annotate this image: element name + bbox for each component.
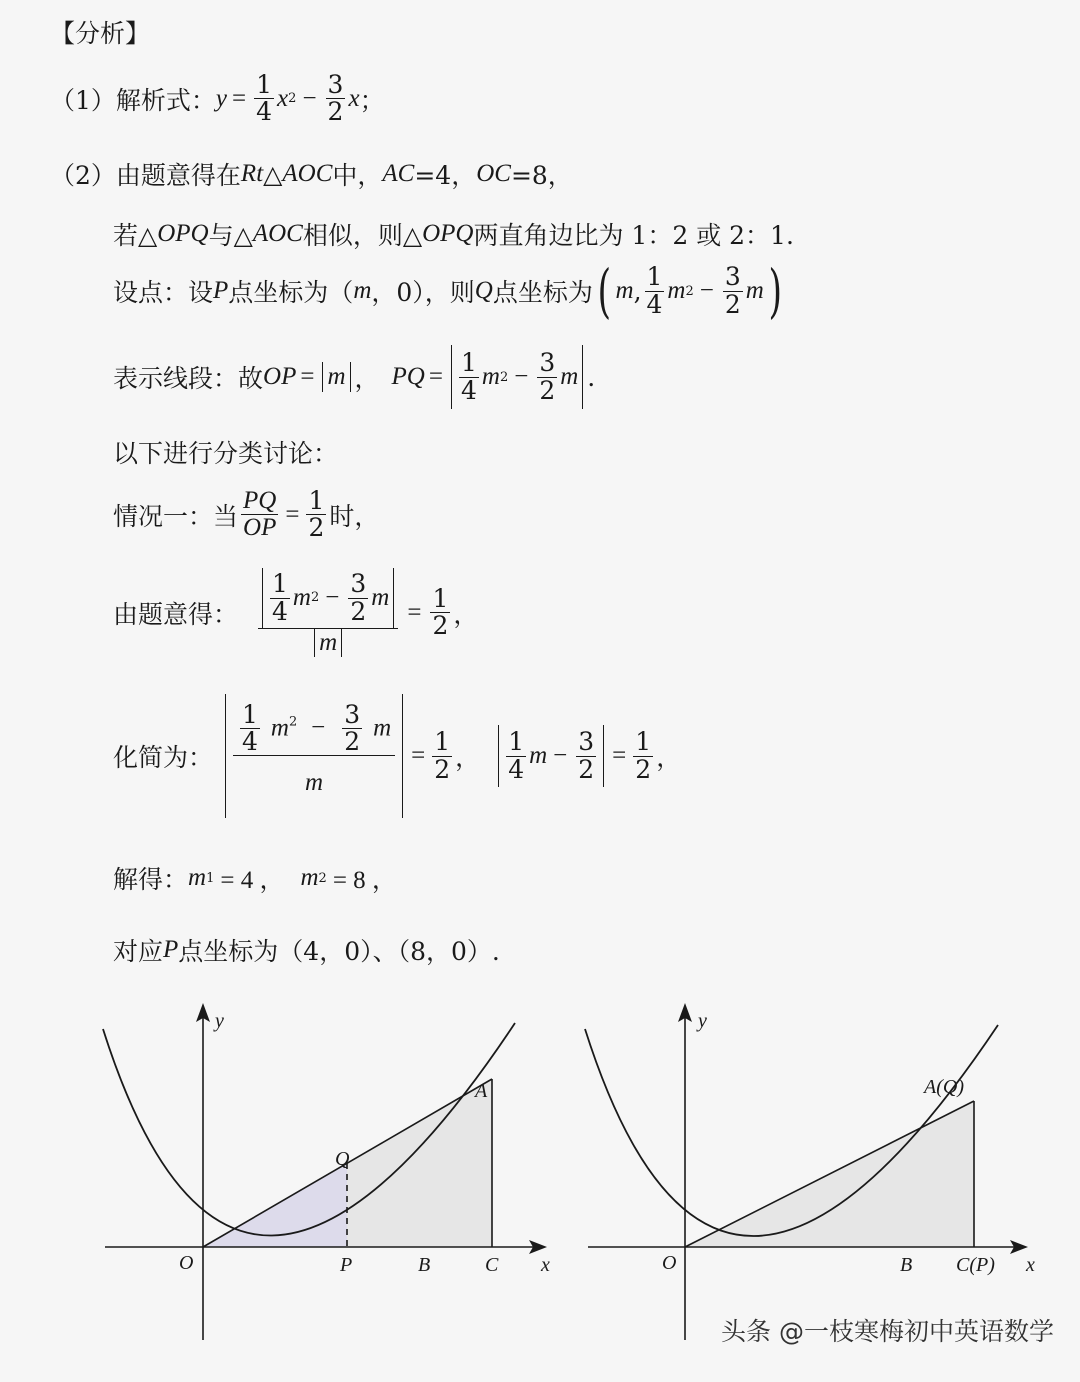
label-A: A bbox=[475, 1080, 488, 1102]
label-B: B bbox=[418, 1254, 431, 1276]
part1-label: （1）解析式： bbox=[50, 85, 216, 115]
part2-line2: 若△ OPQ 与△ AOC 相似，则△ OPQ 两直角边比为 1：2 或 2：1. bbox=[113, 220, 794, 250]
heading: 【分析】 bbox=[50, 19, 151, 48]
fraction-3-2: $\frac{3}{2}$ bbox=[327, 70, 344, 127]
var-x: x bbox=[348, 84, 360, 112]
label-O: O bbox=[179, 1252, 194, 1274]
figure-left bbox=[95, 995, 565, 1350]
label-y: y bbox=[698, 1010, 707, 1032]
label-B: B bbox=[900, 1254, 913, 1276]
label-C: C bbox=[485, 1254, 499, 1276]
part2-line5: 以下进行分类讨论： bbox=[113, 439, 339, 468]
label-C-P: C(P) bbox=[956, 1254, 995, 1276]
label-P: P bbox=[340, 1254, 353, 1276]
label-A-Q: A(Q) bbox=[924, 1076, 964, 1098]
label-x: x bbox=[541, 1254, 550, 1276]
part2-line1: （2）由题意得在 Rt △ AOC 中， AC =4， OC =8， bbox=[50, 159, 573, 190]
label-O: O bbox=[662, 1252, 677, 1274]
minus: − bbox=[302, 84, 317, 112]
part2-line4: 表示线段：故 OP = m ， PQ = $\frac{1}{4}$ m 2 − $\frac{3}{2}$ m . bbox=[113, 345, 595, 409]
var-y: y bbox=[215, 84, 228, 112]
label-x: x bbox=[1026, 1254, 1035, 1276]
part1-line: （1）解析式： y = $\frac{1}{4}$ x 2 − $\frac{3}{2}$ x ； bbox=[50, 70, 385, 127]
p-coordinates-line: 对应 P 点坐标为（4，0）、（8，0）. bbox=[113, 936, 500, 966]
part2-line3: 设点：设 P 点坐标为（ m ，0），则 Q 点坐标为 ( m , $\frac{1}{4}$ m 2 − $\frac{3}{2}$ m ) bbox=[113, 257, 782, 325]
watermark: 头条 @一枝寒梅初中英语数学 bbox=[721, 1317, 1054, 1346]
var-x: x bbox=[277, 84, 289, 112]
figure-right bbox=[580, 995, 1050, 1350]
case-one: 情况一：当 $\frac{PQ}{OP}$ = $\frac{1}{2}$ 时， bbox=[113, 486, 380, 543]
solution-line: 解得： m 1 = 4 ， m 2 = 8 ， bbox=[113, 864, 397, 894]
fraction-1-4: $\frac{1}{4}$ bbox=[256, 70, 273, 127]
equation-line: 由题意得： $\frac{1}{4}$ m 2 − $\frac{3}{2}$ m m = $\frac{1}{2}$ ， bbox=[113, 569, 479, 656]
simplify-line: 化简为： $\frac{1}{4}$ $m^2$ − $\frac{3}{2}$ m m = $\frac{1}{2}$ ， $\frac{1}{4}$ m − $\frac{3}{2}$ = $\frac{1}{2}$ ， bbox=[113, 694, 681, 818]
label-y: y bbox=[215, 1010, 224, 1032]
equals: = bbox=[232, 84, 247, 112]
label-Q: Q bbox=[335, 1148, 350, 1170]
